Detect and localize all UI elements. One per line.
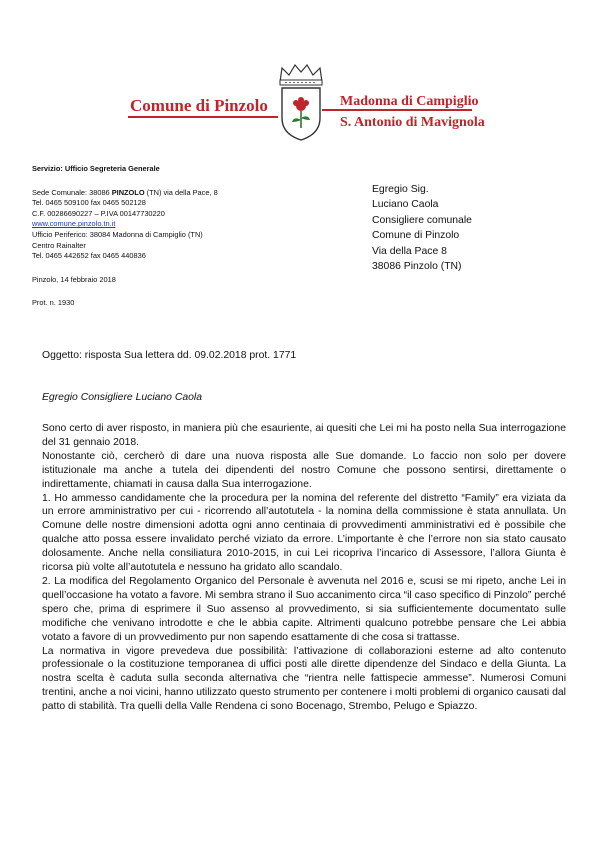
frazione-madonna: Madonna di Campiglio (340, 94, 479, 109)
recipient-line: Via della Pace 8 (372, 245, 447, 257)
recipient-address (372, 182, 472, 274)
paragraph: 2. La modifica del Regolamento Organico del Personale è avvenuta nel 2016 e, scusi se mi ripeto, anche Lei in quell’occasione ha votato a favore. Mi sembra strano il Suo accanimento circa “il caso specifico di Pinzolo” perché spero che, prima di esprimere il Suo assenso al provvedimento, si sia sufficientemente documentato sulle modifiche che venivano introdotte e che le abbia capite. Altrimenti qualcuno potrebbe pensare che Lei abbia votato a favore di un provvedimento pur non sapendo esattamente di che cosa si trattasse. (42, 575, 566, 643)
letter-body (42, 422, 566, 714)
sede-line (32, 188, 322, 199)
protocol-line: Prot. n. 1930 (32, 298, 75, 308)
paragraph: 1. Ho ammesso candidamente che la procedura per la nomina del referente del distretto “Family” era viziata da un errore amministrativo per cui - ricorrendo all’autotutela - la nomina della commissione è stata annullata. Un Comune delle nostre dimensioni adotta ogni anno centinaia di provvedimenti amministrativi ed è possibile che qualche atto possa essere invalidato perché viziato da errore. L’importante è che l’errore non sia stato causato dolosamente. Anche nella consiliatura 2010-2015, in cui Lei ricopriva l’incarico di Assessore, l’allora Giunta è ricorsa più volte all’autotutela e nessuno ha gridato allo scandalo. (42, 492, 566, 574)
phone-line: Tel. 0465 509100 fax 0465 502128 (32, 198, 146, 208)
sender-block (32, 164, 322, 309)
website-link[interactable]: www.comune.pinzolo.tn.it (32, 219, 116, 229)
branch-center-line: Centro Rainalter (32, 240, 86, 250)
letterhead-rule-left (128, 116, 278, 118)
municipal-crest-icon (272, 62, 330, 142)
recipient-line: Luciano Caola (372, 199, 439, 211)
sede-suffix: (TN) via della Pace, 8 (144, 187, 218, 197)
branch-phone-line: Tel. 0465 442652 fax 0465 440836 (32, 251, 146, 261)
tax-line: C.F. 00286690227 – P.IVA 00147730220 (32, 208, 165, 218)
service-line: Servizio: Ufficio Segreteria Generale (32, 164, 160, 173)
paragraph: La normativa in vigore prevedeva due possibilità: l’attivazione di collaborazioni esterne ad alto contenuto professionale o la costituzione temporanea di uffici posti alle dirette dipendenze del Sindaco e della Giunta. La nostra scelta è caduta sulla seconda alternativa che “rientra nelle fattispecie ammesse”. Numerosi Comuni trentini, anche a noi vicini, hanno utilizzato questo strumento per contenere i molti problemi di organico causati dal patto di stabilità. Tra quelli della Valle Rendena ci sono Bocenago, Strembo, Pelugo e Spiazzo. (42, 645, 566, 713)
frazione-mavignola: S. Antonio di Mavignola (340, 115, 485, 130)
letterhead (0, 62, 600, 142)
date-line: Pinzolo, 14 febbraio 2018 (32, 274, 116, 284)
recipient-line: 38086 Pinzolo (TN) (372, 261, 462, 273)
recipient-line: Comune di Pinzolo (372, 230, 460, 242)
municipality-name: Comune di Pinzolo (130, 96, 268, 115)
paragraph: Sono certo di aver risposto, in maniera più che esauriente, ai quesiti che Lei mi ha posto nella Sua interrogazione del 31 gennaio 2018. (42, 423, 566, 448)
greeting: Egregio Consigliere Luciano Caola (42, 392, 202, 403)
subject-line: Oggetto: risposta Sua lettera dd. 09.02.2018 prot. 1771 (42, 350, 297, 361)
sede-prefix: Sede Comunale: 38086 (32, 187, 112, 197)
branch-line: Ufficio Periferico: 38084 Madonna di Campiglio (TN) (32, 229, 203, 239)
sede-city: PINZOLO (111, 187, 145, 197)
paragraph: Nonostante ciò, cercherò di dare una nuova risposta alle Sue domande. Lo faccio non solo per dovere istituzionale ma anche a tutela dei dipendenti del nostro Comune che possono sentirsi, direttamente o indirettamente, chiamati in causa dalla Sua interrogazione. (42, 450, 566, 490)
recipient-line: Egregio Sig. (372, 184, 429, 195)
recipient-line: Consigliere comunale (372, 214, 472, 226)
